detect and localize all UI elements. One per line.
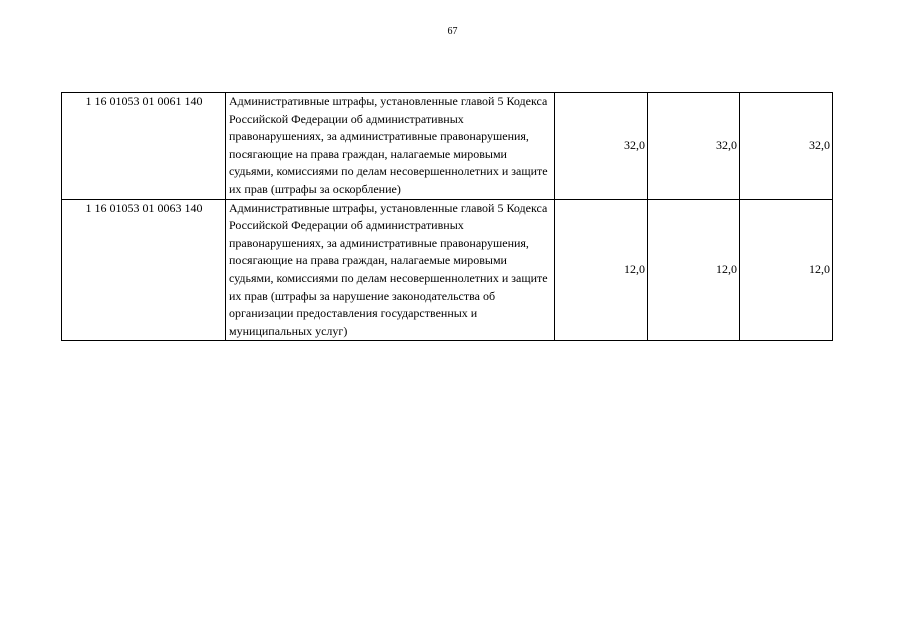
description-cell: Административные штрафы, установленные главой 5 Кодекса Российской Федерации об административных правонарушениях, за административные правонарушения, посягающие на права граждан, налагаемые мировыми судьями, комиссиями по делам несовершеннолетних и защите их прав (штрафы за нарушение законодательства об организации предоставления государственных и муниципальных услуг) [226, 199, 555, 341]
value-cell-2: 12,0 [648, 199, 740, 341]
description-cell: Административные штрафы, установленные главой 5 Кодекса Российской Федерации об административных правонарушениях, за административные правонарушения, посягающие на права граждан, налагаемые мировыми судьями, комиссиями по делам несовершеннолетних и защите их прав (штрафы за оскорбление) [226, 93, 555, 200]
value-cell-1: 12,0 [555, 199, 648, 341]
budget-code-cell: 1 16 01053 01 0063 140 [62, 199, 226, 341]
budget-code-cell: 1 16 01053 01 0061 140 [62, 93, 226, 200]
value-cell-3: 12,0 [740, 199, 833, 341]
table-row [62, 199, 833, 341]
value-cell-1: 32,0 [555, 93, 648, 200]
budget-table [61, 92, 833, 341]
table-row [62, 93, 833, 200]
value-cell-2: 32,0 [648, 93, 740, 200]
page-number: 67 [447, 26, 458, 37]
value-cell-3: 32,0 [740, 93, 833, 200]
